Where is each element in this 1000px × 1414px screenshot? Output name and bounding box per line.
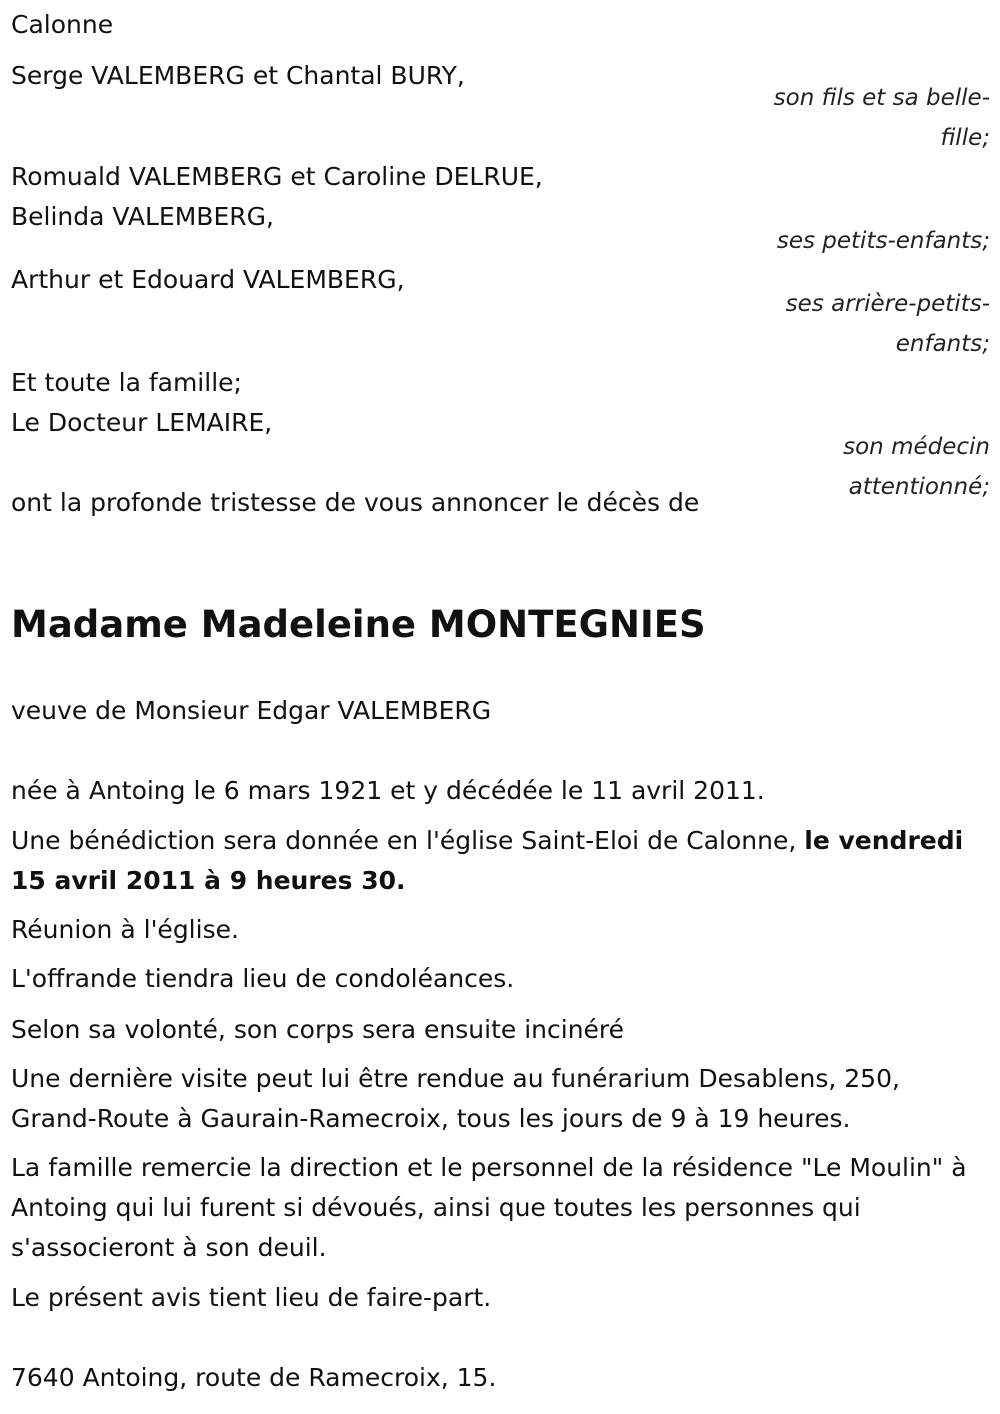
visit-paragraph: Une dernière visite peut lui être rendue au funérarium Desablens, 250, Grand-Route à Gaurain-Ramecroix, tous les jours de 9 à 19 heures. (11, 1064, 900, 1133)
deceased-name: Madame Madeleine MONTEGNIES (11, 603, 706, 646)
son-names: Serge VALEMBERG et Chantal BURY, (11, 61, 465, 90)
grandchildren-relation: ses petits-enfants; (776, 228, 990, 254)
cremation-line: Selon sa volonté, son corps sera ensuite incinéré (11, 1015, 625, 1044)
grandchild-names-1: Romuald VALEMBERG et Caroline DELRUE, (11, 162, 543, 191)
birth-death-line: née à Antoing le 6 mars 1921 et y décédée le 11 avril 2011. (11, 776, 765, 805)
notice-line: Le présent avis tient lieu de faire-part. (11, 1283, 492, 1312)
great-grandchildren-names: Arthur et Edouard VALEMBERG, (11, 265, 405, 294)
widow-of-line: veuve de Monsieur Edgar VALEMBERG (11, 696, 492, 725)
village-heading: Calonne (11, 10, 114, 39)
great-grandchildren-relation: ses arrière-petits-enfants; (785, 291, 990, 357)
announcement-intro: ont la profonde tristesse de vous annoncer le décès de (11, 488, 700, 517)
grandchild-names-2: Belinda VALEMBERG, (11, 202, 274, 231)
offering-line: L'offrande tiendra lieu de condoléances. (11, 964, 515, 993)
blessing-date: le vendredi 15 avril 2011 à 9 heures 30. (11, 826, 964, 895)
whole-family-line: Et toute la famille; (11, 368, 242, 397)
thanks-paragraph: La famille remercie la direction et le personnel de la résidence "Le Moulin" à Antoing qui lui furent si dévoués, ainsi que toutes les personnes qui s'associeront à son deuil. (11, 1153, 967, 1262)
blessing-text: Une bénédiction sera donnée en l'église Saint-Eloi de Calonne, (11, 826, 797, 855)
meeting-line: Réunion à l'église. (11, 915, 239, 944)
son-relation: son fils et sa belle-fille; (773, 85, 990, 151)
blessing-paragraph (11, 821, 991, 901)
address-line: 7640 Antoing, route de Ramecroix, 15. (11, 1363, 497, 1392)
doctor-relation: son médecin attentionné; (843, 434, 990, 500)
doctor-name: Le Docteur LEMAIRE, (11, 408, 273, 437)
